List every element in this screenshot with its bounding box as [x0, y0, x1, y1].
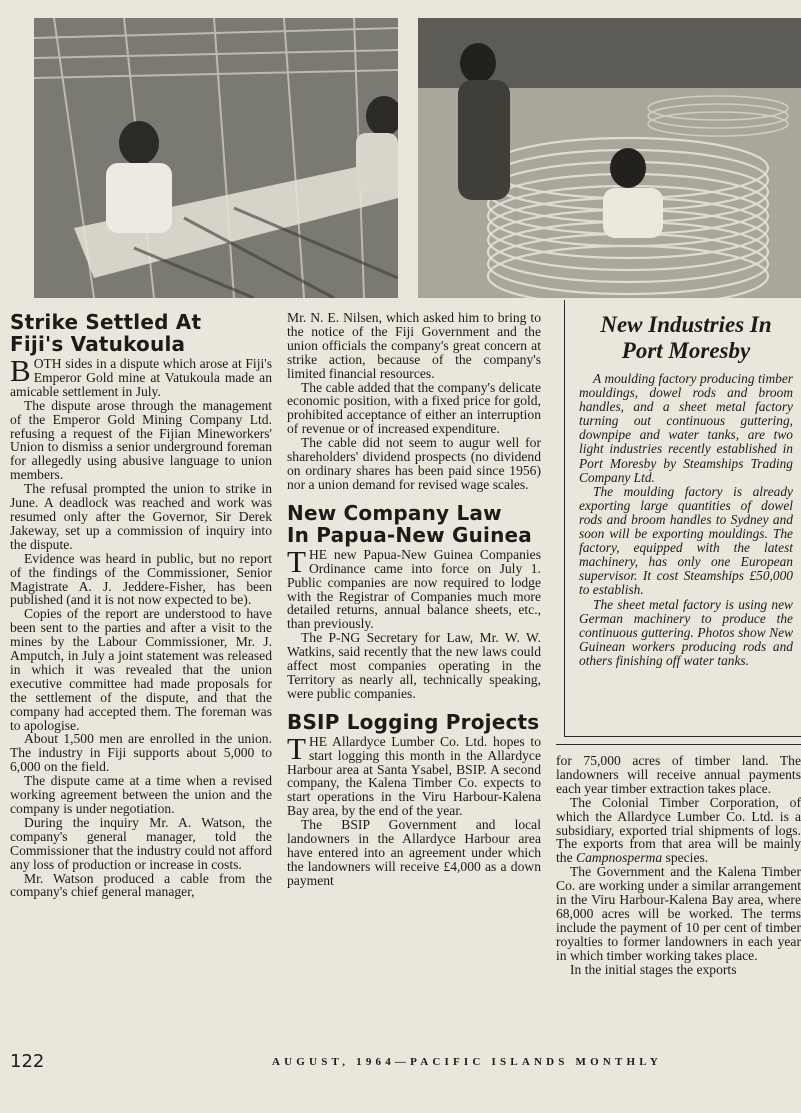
strike-paragraph: During the inquiry Mr. A. Watson, the company's general manager, told the Commissioner that the industry could not afford any loss of production or increase in costs.	[10, 814, 272, 872]
bsip-paragraph: The BSIP Government and local landowners in the Allardyce Harbour area have entered into an agreement under which the landowners will receive £4,000 as a down payment	[287, 817, 541, 888]
photo-workers-corrugated-tank	[418, 18, 801, 298]
strike-article-body	[10, 353, 272, 900]
bsip-paragraph-text: species.	[662, 850, 709, 866]
company-law-headline-line-2: In Papua-New Guinea	[287, 522, 532, 547]
bsip-paragraph: In the initial stages the exports	[570, 961, 737, 977]
company-law-paragraph: The P-NG Secretary for Law, Mr. W. W. Watkins, said recently that the new laws could affect most companies operating in the Territory as nearly all, technically speaking, were public companies.	[287, 630, 541, 701]
bsip-headline: BSIP Logging Projects	[287, 709, 540, 734]
running-footer: AUGUST, 1964—PACIFIC ISLANDS MONTHLY	[272, 1056, 662, 1068]
bsip-article-continued	[556, 754, 801, 977]
new-industries-paragraph: A moulding factory producing timber mouldings, dowel rods and broom handles, and a sheet metal factory turning out continuous guttering, downpipe and water tanks, are two light industries recently established in Port Moresby by Steamships Trading Company Ltd.	[579, 371, 793, 485]
strike-headline	[10, 311, 272, 355]
strike-paragraph: The cable added that the company's delicate economic position, with a fixed price for gold, prohibited acceptance of either an interruption of revenue or of increased expenditure.	[287, 379, 541, 437]
column-3	[556, 754, 801, 977]
new-industries-title	[579, 312, 793, 364]
bsip-article-body	[287, 730, 541, 888]
column-1	[10, 311, 272, 899]
strike-paragraph: The dispute arose through the management of the Emperor Gold Mining Company Ltd. refusing a request of the Fijian Mineworkers' Union to dismiss a senior underground foreman for allegedly using abusive language to union members.	[10, 397, 272, 483]
bsip-paragraph	[556, 796, 801, 866]
strike-headline-line-2: Fiji's Vatukoula	[10, 332, 186, 356]
photo-left-image	[34, 18, 398, 298]
bsip-dropcap: T	[287, 730, 306, 766]
company-law-paragraph-text: HE new Papua-New Guinea Companies Ordinance came into force on July 1. Public companies are now required to lodge with the Registrar of Companies much more detailed returns, annual balance sheets, etc., than previously.	[287, 546, 541, 632]
bsip-paragraph: for 75,000 acres of timber land. The landowners will receive annual payments each year timber extraction takes place.	[556, 753, 801, 796]
company-law-article-body	[287, 543, 541, 701]
species-name: Campnosperma	[576, 850, 663, 866]
bsip-paragraph-text: HE Allardyce Lumber Co. Ltd. hopes to start logging this month in the Allardyce Harbour area at Santa Ysabel, BSIP. A second company, the Kalena Timber Co. expects to start operations in the Viru Harbour-Kalena Bay area, by the end of the year.	[287, 733, 541, 819]
strike-article-continued	[287, 311, 541, 492]
photo-right-image	[418, 18, 801, 298]
company-law-dropcap: T	[287, 543, 306, 579]
strike-paragraph: Evidence was heard in public, but no report of the findings of the Commissioner, Senior Magistrate A. J. Jeddere-Fisher, has been published (and it is not now expected to be).	[10, 550, 272, 608]
company-law-paragraph	[287, 543, 541, 632]
new-industries-paragraph: The moulding factory is already exporting large quantities of dowel rods and broom handles to Sydney and soon will be exporting mouldings. The factory, equipped with the latest machinery, has only one European supervisor. It cost Steamships £50,000 to establish.	[579, 483, 793, 598]
new-industries-title-line-1: New Industries In	[600, 312, 772, 337]
strike-headline-line-1: Strike Settled At	[10, 310, 202, 334]
strike-paragraph: Copies of the report are understood to have been sent to the parties and after a visit to the mines by the Labour Commissioner, Mr. J. Amputch, in July a joint statement was released in which it was revealed that the union executive committee had made proposals for the settlement of the dispute, and that the company had accepted them. The foreman was to apologise.	[10, 606, 272, 733]
new-industries-body	[579, 372, 793, 668]
page-number: 122	[10, 1051, 45, 1072]
bsip-paragraph: The Government and the Kalena Timber Co. are working under a similar arrangement in the Viru Harbour-Kalena Bay area, where 68,000 acres will be worked. The terms include the payment of 10 per cent of timber royalties to former landowners in each year in which timber working takes place.	[556, 864, 801, 963]
strike-paragraph	[10, 353, 272, 399]
strike-paragraph: Mr. Watson produced a cable from the company's chief general manager,	[10, 870, 272, 900]
new-industries-title-line-2: Port Moresby	[621, 338, 751, 363]
strike-paragraph: About 1,500 men are enrolled in the union. The industry in Fiji supports about 5,000 to 6,000 on the field.	[10, 731, 272, 775]
page-footer	[10, 1050, 801, 1074]
strike-paragraph: Mr. N. E. Nilsen, which asked him to bring to the notice of the Fiji Government and the union officials the company's great concern at strike action, because of the company's limited financial resources.	[287, 310, 541, 381]
bsip-paragraph-text: The Colonial Timber Corporation, of which the Allardyce Lumber Co. Ltd. is a subsidiary, exported trial shipments of logs. The exports from that area will be mainly the	[556, 794, 801, 866]
new-industries-box	[564, 300, 801, 737]
strike-paragraph: The cable did not seem to augur well for shareholders' dividend prospects (no dividend on ordinary shares has been paid since 1956) nor a union demand for revised wage scales.	[287, 435, 541, 492]
strike-paragraph-text: OTH sides in a dispute which arose at Fiji's Emperor Gold mine at Vatukoula made an amicable settlement in July.	[10, 356, 272, 399]
new-industries-paragraph: The sheet metal factory is using new German machinery to produce the continuous guttering. Photos show New Guinean workers producing rods and others finishing off water tanks.	[579, 596, 793, 668]
column-2	[287, 311, 541, 888]
company-law-headline-line-1: New Company Law	[287, 500, 502, 525]
company-law-headline	[287, 502, 541, 546]
strike-paragraph: The dispute came at a time when a revised working agreement between the union and the company is under negotiation.	[10, 773, 272, 816]
box-bottom-rule	[556, 744, 801, 745]
bsip-paragraph	[287, 730, 541, 819]
strike-paragraph: The refusal prompted the union to strike in June. A deadlock was reached and work was resumed only after the Governor, Sir Derek Jakeway, set up a commission of inquiry into the dispute.	[10, 481, 272, 552]
strike-dropcap: B	[10, 353, 31, 388]
photo-workers-moulding-timber	[34, 18, 398, 298]
